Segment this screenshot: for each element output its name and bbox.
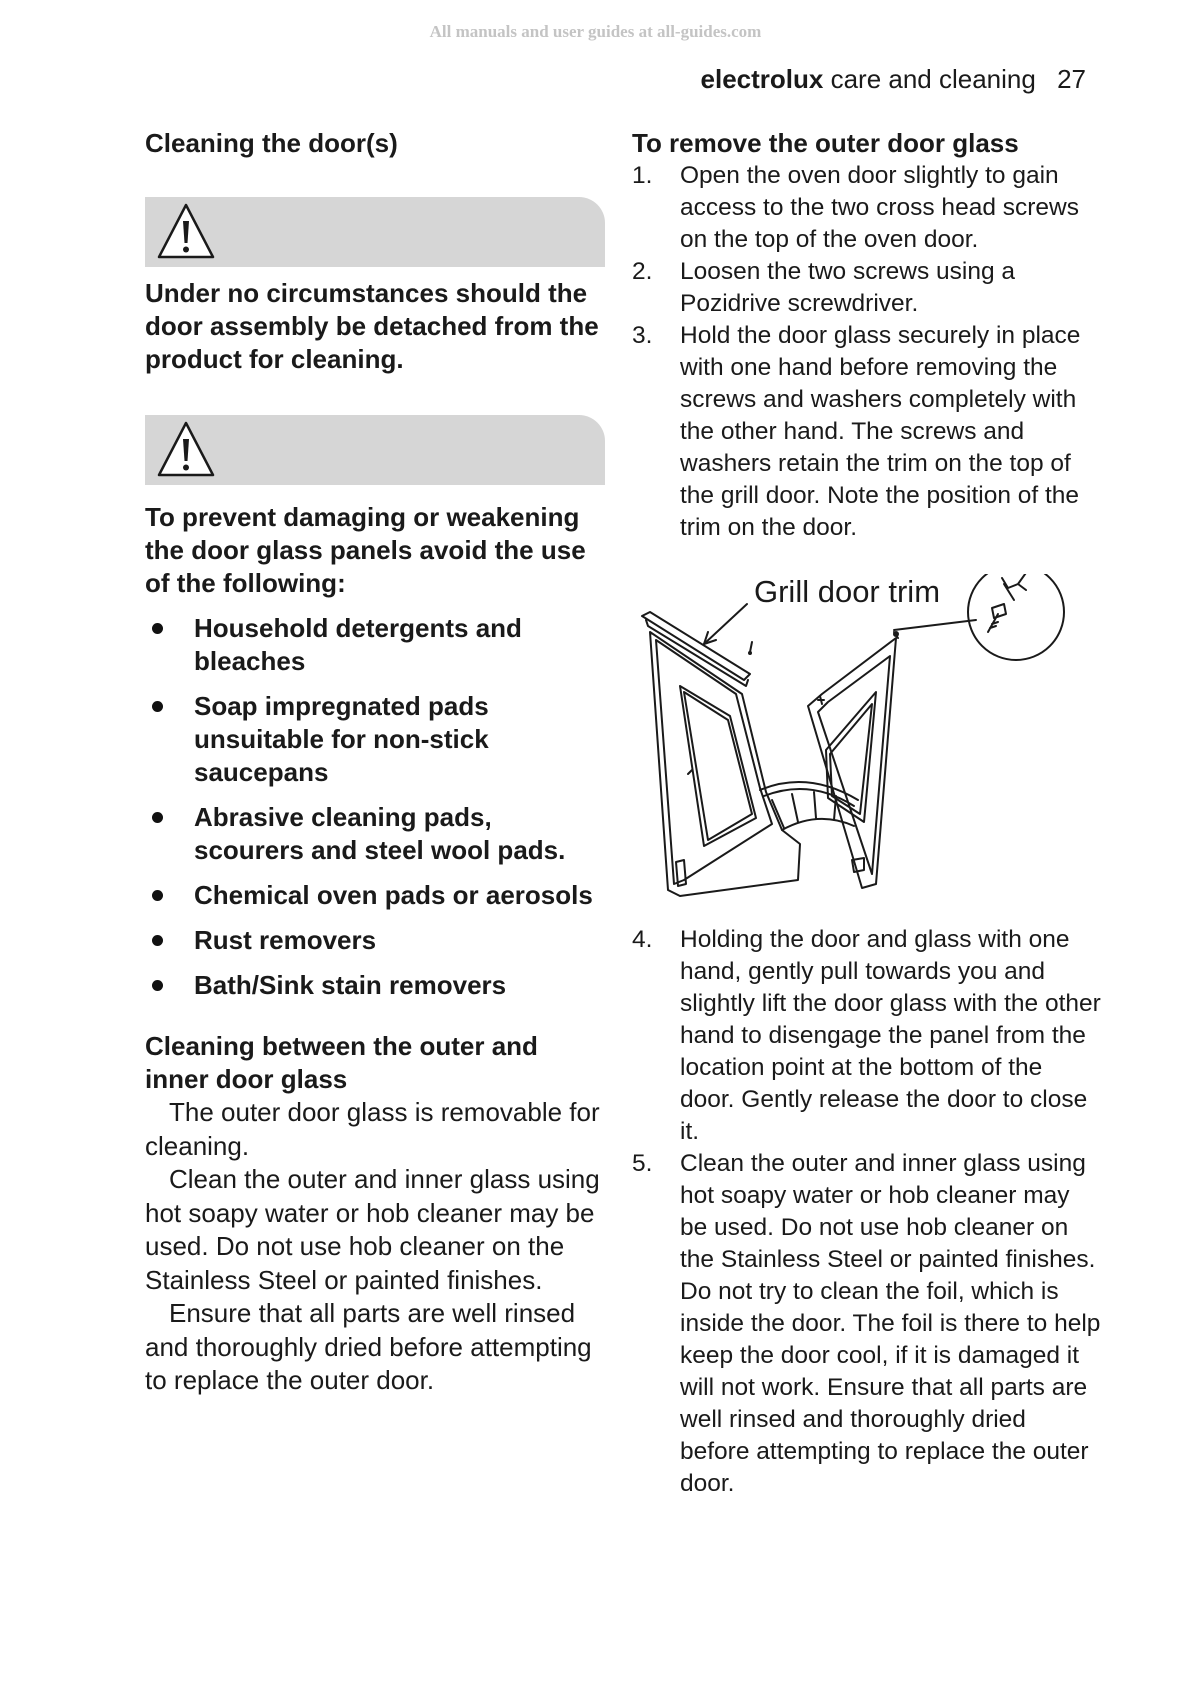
left-column bbox=[145, 126, 605, 1398]
paragraph: Clean the outer and inner glass using hot soapy water or hob cleaner may be used. Do not use hob cleaner on the Stainless Steel or painted finishes. bbox=[145, 1164, 600, 1295]
list-item bbox=[632, 256, 1102, 320]
step-text: Clean the outer and inner glass using hot soapy water or hob cleaner may be used. Do not use hob cleaner on the Stainless Steel or painted finishes. Do not try to clean the foil, which is inside the door. The foil is there to help keep the door cool, if it is damaged it will not work. Ensure that all parts are well rinsed and thoroughly dried before attempting to replace the outer door. bbox=[680, 1150, 1101, 1497]
watermark: All manuals and user guides at all-guides.com bbox=[429, 22, 762, 41]
step-text: Holding the door and glass with one hand, gently pull towards you and slightly lift the door glass with the other hand to disengage the panel from the location point at the bottom of the door. Gently release the door to close it. bbox=[680, 926, 1101, 1145]
warning-icon bbox=[155, 419, 217, 481]
paragraph: The outer door glass is removable for cleaning. bbox=[145, 1097, 600, 1161]
list-item bbox=[632, 160, 1102, 256]
list-item: Household detergents and bleaches bbox=[145, 612, 605, 678]
step-number: 1. bbox=[632, 162, 653, 189]
right-column bbox=[632, 126, 1102, 1500]
figure-label: Grill door trim bbox=[754, 574, 941, 609]
avoid-list bbox=[145, 612, 605, 1002]
list-item bbox=[632, 320, 1102, 544]
warning-banner bbox=[145, 415, 605, 485]
step-number: 5. bbox=[632, 1150, 653, 1177]
list-item: Chemical oven pads or aerosols bbox=[145, 879, 605, 912]
warning-text: To prevent damaging or weakening the door glass panels avoid the use of the following: bbox=[145, 502, 586, 598]
step-number: 4. bbox=[632, 926, 653, 953]
list-item: Abrasive cleaning pads, scourers and steel wool pads. bbox=[145, 801, 605, 867]
warning-banner bbox=[145, 197, 605, 267]
door-diagram bbox=[632, 574, 1102, 910]
page-header bbox=[701, 64, 1086, 95]
oven-door-illustration bbox=[632, 574, 1102, 910]
list-item bbox=[632, 1148, 1102, 1500]
steps-list bbox=[632, 924, 1102, 1500]
list-item: Bath/Sink stain removers bbox=[145, 969, 605, 1002]
warning-icon bbox=[155, 201, 217, 263]
steps-list bbox=[632, 160, 1102, 544]
step-number: 3. bbox=[632, 322, 653, 349]
paragraph: Ensure that all parts are well rinsed and thoroughly dried before attempting to replace the outer door. bbox=[145, 1298, 592, 1395]
section-title: To remove the outer door glass bbox=[632, 128, 1019, 158]
step-number: 2. bbox=[632, 258, 653, 285]
section-name: care and cleaning bbox=[830, 64, 1036, 94]
list-item bbox=[632, 924, 1102, 1148]
step-text: Loosen the two screws using a Pozidrive screwdriver. bbox=[680, 258, 1016, 317]
step-text: Open the oven door slightly to gain access to the two cross head screws on the top of the oven door. bbox=[680, 162, 1079, 253]
list-item: Rust removers bbox=[145, 924, 605, 957]
step-text: Hold the door glass securely in place with one hand before removing the screws and washers completely with the other hand. The screws and washers retain the trim on the top of the grill door. Note the position of the trim on the door. bbox=[680, 322, 1081, 541]
page-number: 27 bbox=[1057, 64, 1086, 94]
list-item: Soap impregnated pads unsuitable for non-stick saucepans bbox=[145, 690, 605, 789]
brand-name: electrolux bbox=[700, 64, 824, 94]
warning-text: Under no circumstances should the door assembly be detached from the product for cleaning. bbox=[145, 278, 599, 374]
subsection-title: Cleaning between the outer and inner door glass bbox=[145, 1031, 538, 1094]
section-title: Cleaning the door(s) bbox=[145, 128, 398, 158]
